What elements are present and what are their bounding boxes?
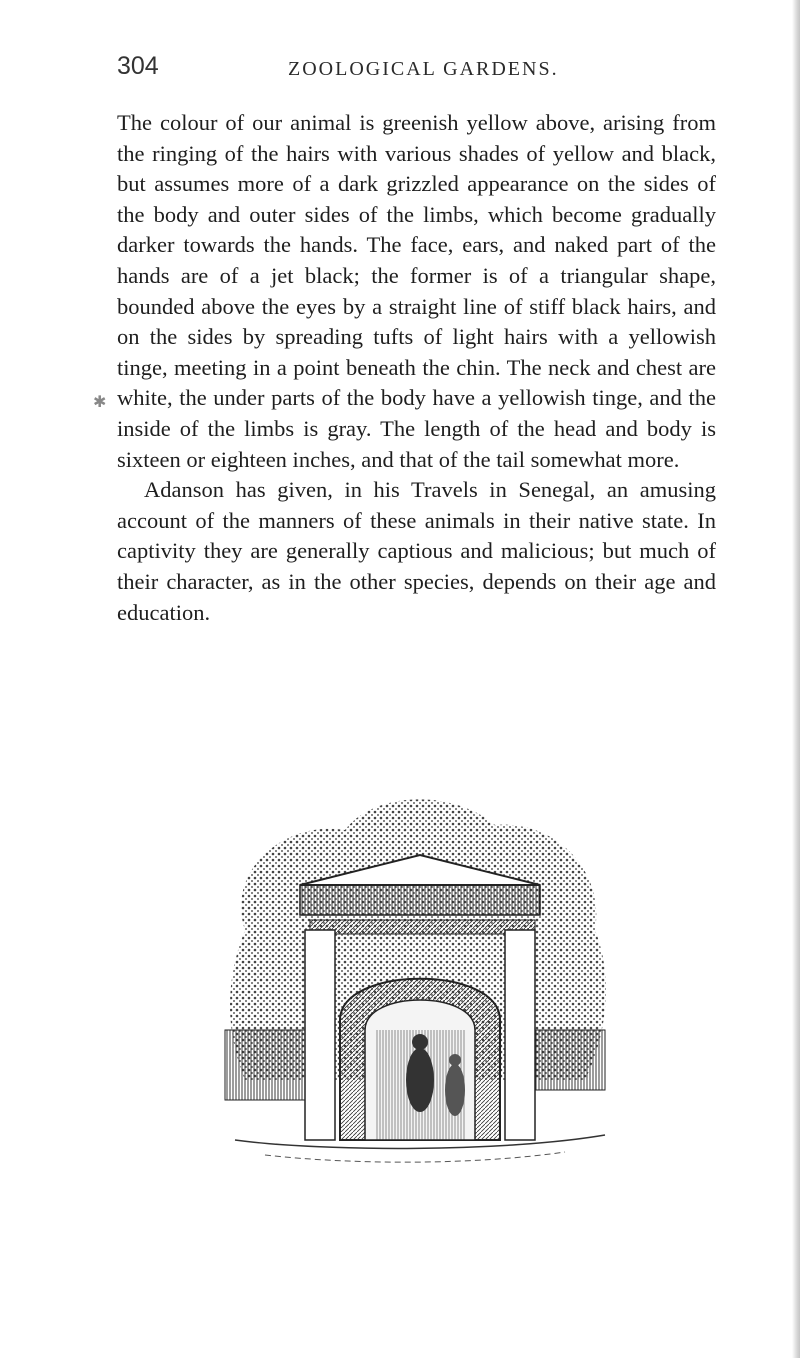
margin-mark-icon: ✱ xyxy=(93,394,107,411)
garden-arch-illustration-icon xyxy=(205,780,625,1170)
page-number: 304 xyxy=(117,52,159,80)
page-edge-shadow xyxy=(792,0,800,1358)
paragraph-2: Adanson has given, in his Travels in Senegal, an amusing account of the manners of these animals in their native state. In captivity they are generally captious and malicious; but much of their character, as in the other species, depends on their age and education. xyxy=(117,477,716,625)
body-text xyxy=(117,108,716,628)
paragraph-1: The colour of our animal is greenish yellow above, arising from the ringing of the hairs with various shades of yellow and black, but assumes more of a dark grizzled appearance on the sides of the body and outer sides of the limbs, which become gradually darker towards the hands. The face, ears, and naked part of the hands are of a jet black; the former is of a triangular shape, bounded above the eyes by a straight line of stiff black hairs, and on the sides by spreading tufts of light hairs with a yellowish tinge, meeting in a point beneath the chin. The neck and chest are white, the under parts of the body have a yellowish tinge, and the inside of the limbs is gray. The length of the head and body is sixteen or eighteen inches, and that of the tail somewhat more. xyxy=(117,110,716,472)
running-head: ZOOLOGICAL GARDENS. xyxy=(288,58,559,80)
